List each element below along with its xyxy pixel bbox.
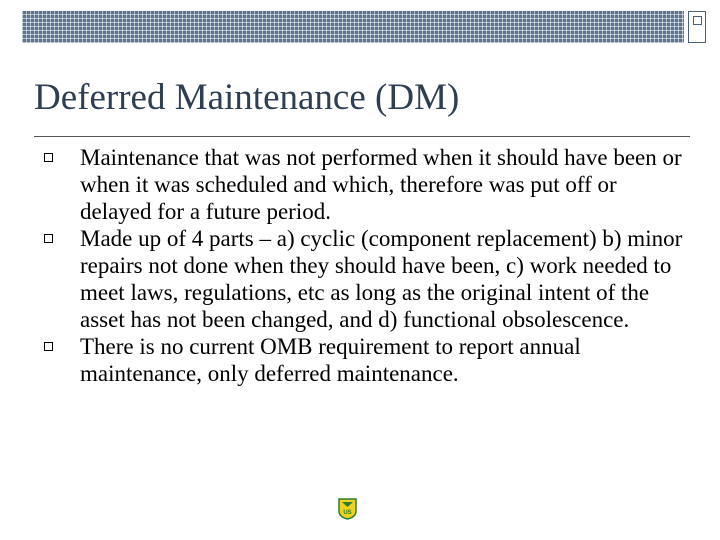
- corner-square-icon: [688, 11, 706, 43]
- top-decorative-band: [22, 11, 684, 43]
- bullet-item: [44, 225, 684, 333]
- bullet-item: [44, 333, 684, 387]
- title-divider: [34, 136, 690, 137]
- slide-title: Deferred Maintenance (DM): [34, 77, 460, 118]
- svg-text:US: US: [343, 510, 352, 516]
- bullet-text: There is no current OMB requirement to report annual maintenance, only deferred maintenance.: [80, 334, 581, 386]
- bullet-text: Maintenance that was not performed when it should have been or when it was scheduled and which, therefore was put off or delayed for a future period.: [80, 145, 682, 224]
- bullet-list: [44, 144, 684, 387]
- hollow-square-bullet-icon: [44, 234, 53, 243]
- forest-service-shield-icon: [337, 498, 358, 520]
- bullet-text: Made up of 4 parts – a) cyclic (component replacement) b) minor repairs not done when they should have been, c) work needed to meet laws, regulations, etc as long as the original intent of the asset has not been changed, and d) functional obsolescence.: [80, 226, 683, 332]
- hollow-square-bullet-icon: [44, 153, 53, 162]
- hollow-square-bullet-icon: [44, 342, 53, 351]
- bullet-item: [44, 144, 684, 225]
